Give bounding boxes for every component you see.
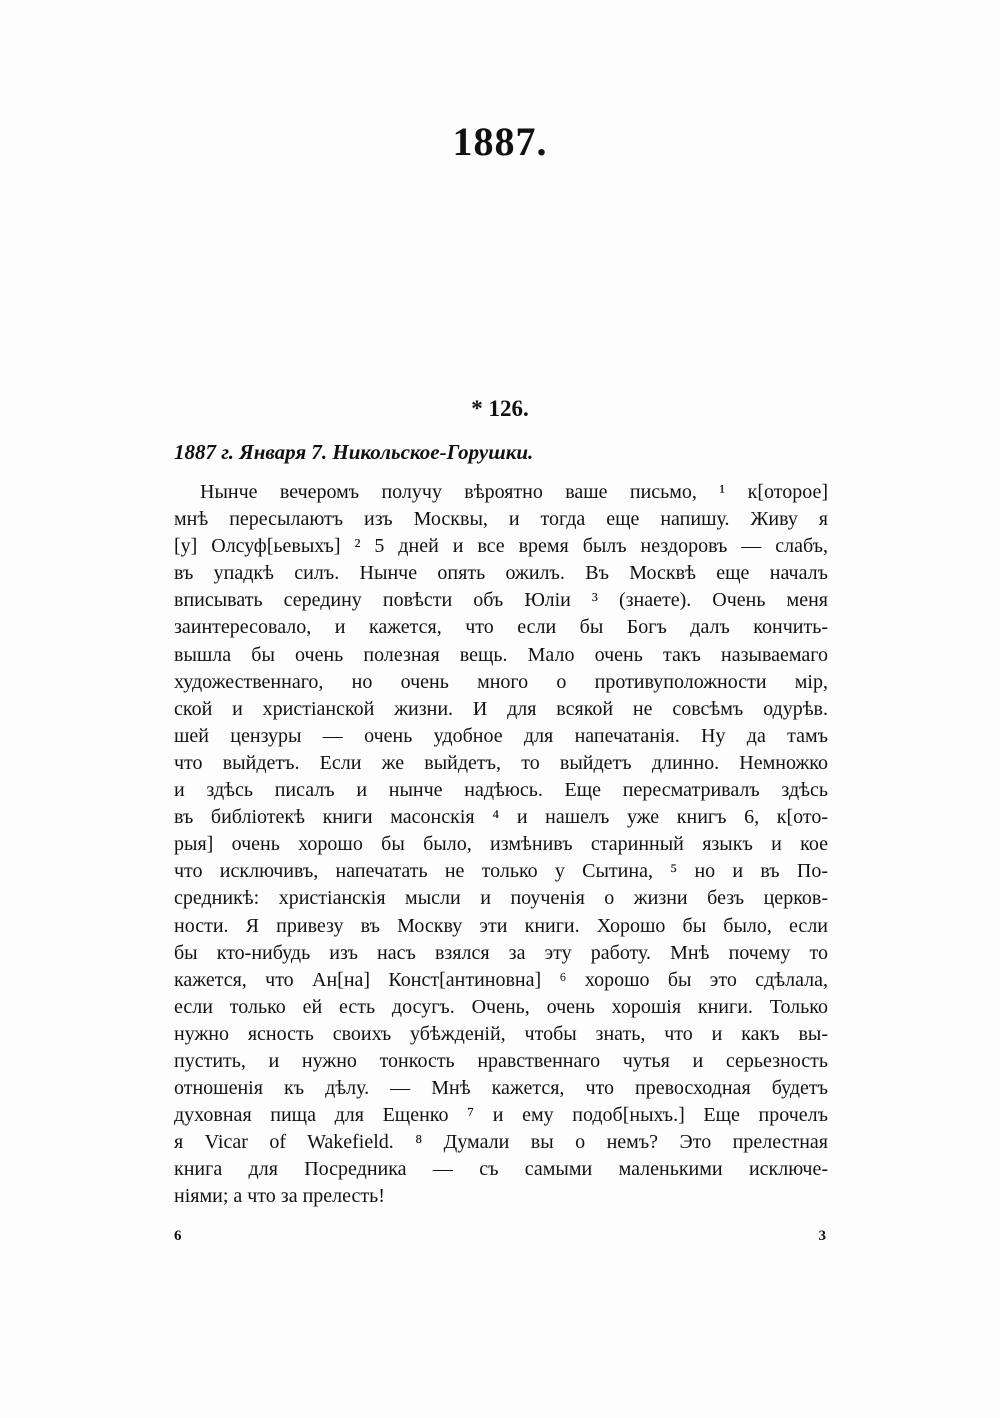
body-line: шей цензуры — очень удобное для напечатанія. Ну да тамъ (174, 724, 828, 747)
body-line: я Vicar of Wakefield. ⁸ Думали вы о немъ? Это прелестная (174, 1131, 828, 1154)
body-line: ской и христіанской жизни. И для всякой не совсѣмъ одурѣв. (174, 697, 828, 720)
body-line: книга для Посредника — съ самыми маленькими исключе- (174, 1158, 828, 1181)
body-line: художественнаго, но очень много о противуположности мір, (174, 670, 828, 693)
body-line: кажется, что Ан[на] Конст[антиновна] ⁶ хорошо бы это сдѣлала, (174, 968, 828, 991)
body-line: и здѣсь писалъ и нынче надѣюсь. Еще пересматривалъ здѣсь (174, 779, 828, 802)
year-heading: 1887. (452, 119, 548, 164)
dateline: 1887 г. Января 7. Никольское-Горушки. (174, 440, 534, 464)
body-line: [у] Олсуф[ьевыхъ] ² 5 дней и все время былъ нездоровъ — слабъ, (174, 535, 828, 558)
body-line: бы кто-нибудь изъ насъ взялся за эту работу. Мнѣ почему то (174, 941, 828, 964)
body-line: пустить, и нужно тонкость нравственнаго чутья и серьезность (174, 1049, 828, 1072)
body-line: что исключивъ, напечатать не только у Сытина, ⁵ но и въ По- (174, 860, 828, 883)
body-line: если только ей есть досугъ. Очень, очень хорошія книги. Только (174, 995, 828, 1018)
body-line: въ упадкѣ силъ. Нынче опять ожилъ. Въ Москвѣ еще началъ (174, 562, 828, 585)
printer-signature-right: 3 (818, 1228, 826, 1244)
letter-number: * 126. (471, 396, 529, 421)
body-line: духовная пища для Ещенко ⁷ и ему подоб[ныхъ.] Еще прочелъ (174, 1104, 828, 1127)
body-line: въ библіотекѣ книги масонскія ⁴ и нашелъ уже книгъ 6, к[ото- (174, 806, 828, 829)
printer-signature-left: 6 (174, 1228, 182, 1244)
body-line: нужно ясность своихъ убѣжденій, чтобы знать, что и какъ вы- (174, 1022, 828, 1045)
letter-body (174, 479, 828, 1211)
body-line: мнѣ пересылаютъ изъ Москвы, и тогда еще напишу. Живу я (174, 508, 828, 531)
body-line: рыя] очень хорошо бы было, измѣнивъ старинный языкъ и кое (174, 833, 828, 856)
body-line: Нынче вечеромъ получу вѣроятно ваше письмо, ¹ к[оторое] (200, 481, 828, 503)
body-line: ности. Я привезу въ Москву эти книги. Хорошо бы было, если (174, 914, 828, 937)
body-line: заинтересовало, и кажется, что если бы Богъ далъ кончить- (174, 616, 828, 639)
body-line: вписывать середину повѣсти объ Юліи ³ (знаете). Очень меня (174, 589, 828, 612)
body-line: отношенія къ дѣлу. — Мнѣ кажется, что превосходная будетъ (174, 1077, 828, 1100)
body-line: что выйдетъ. Если же выйдетъ, то выйдетъ длинно. Немножко (174, 751, 828, 774)
body-line: вышла бы очень полезная вещь. Мало очень такъ называемаго (174, 643, 828, 666)
body-line: средникѣ: христіанскія мысли и поученія о жизни безъ церков- (174, 887, 828, 910)
body-line: ніями; а что за прелесть! (174, 1185, 385, 1208)
